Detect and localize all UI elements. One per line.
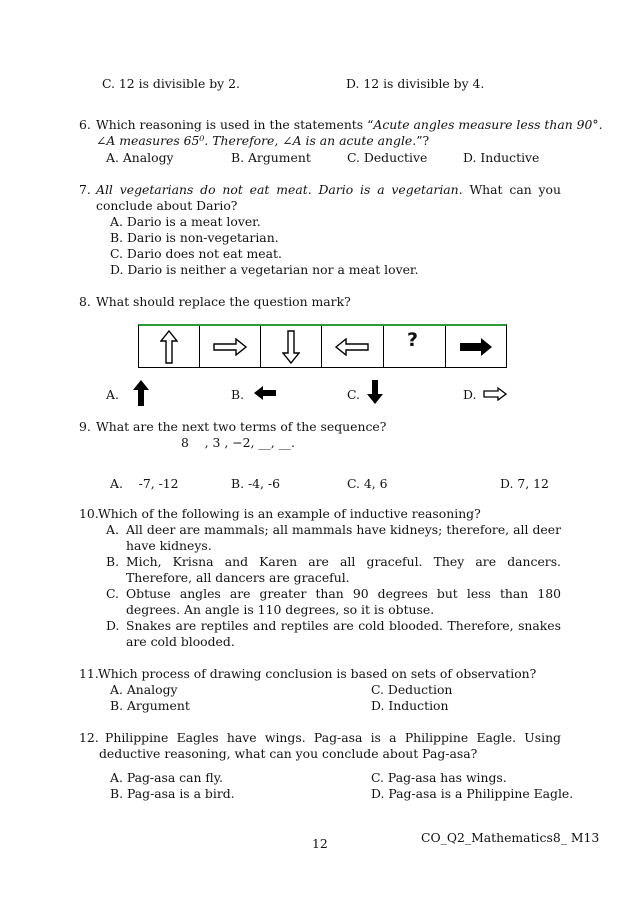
q7-option-b: B. Dario is non-vegetarian. bbox=[110, 230, 279, 245]
q7-stem-premise: All vegetarians do not eat meat. Dario is a vegetarian. bbox=[96, 182, 463, 197]
q9-option-d: D. 7, 12 bbox=[500, 476, 549, 491]
q12-option-c: C. Pag-asa has wings. bbox=[371, 770, 507, 785]
q7-stem bbox=[96, 182, 561, 214]
q6-stem-pre: Which reasoning is used in the statements “ bbox=[96, 117, 374, 132]
q10-option-b: Mich, Krisna and Karen are all graceful. They are dancers. Therefore, all dancers are graceful. bbox=[126, 554, 561, 585]
q11-option-b: B. Argument bbox=[110, 698, 190, 713]
q11-option-c: C. Deduction bbox=[371, 682, 453, 697]
q9-number: 9. bbox=[79, 419, 91, 434]
up-outline-arrow-icon bbox=[160, 330, 178, 364]
q11-option-a: A. Analogy bbox=[110, 682, 178, 697]
down-solid-arrow-icon bbox=[367, 380, 383, 404]
q9-stem: What are the next two terms of the sequence? bbox=[96, 419, 387, 434]
sequence-cell-6 bbox=[445, 326, 507, 368]
q10-option-d: Snakes are reptiles and reptiles are cold blooded. Therefore, snakes are cold blooded. bbox=[126, 618, 561, 649]
sequence-cell-4 bbox=[321, 326, 384, 368]
q7-option-a: A. Dario is a meat lover. bbox=[110, 214, 261, 229]
q8-number: 8. bbox=[79, 294, 91, 309]
q11-option-d: D. Induction bbox=[371, 698, 449, 713]
q12-stem: Philippine Eagles have wings. Pag-asa is a Philippine Eagle. Using deductive reasoning, what can you conclude about Pag-asa? bbox=[99, 730, 561, 761]
q6-option-c: C. Deductive bbox=[347, 150, 428, 165]
q5-option-c: C. 12 is divisible by 2. bbox=[102, 76, 240, 91]
q10-option-a-letter: A. bbox=[106, 522, 119, 537]
q9-sequence: 8 , 3 , −2, __, __. bbox=[181, 435, 295, 450]
q12-number: 12. bbox=[79, 730, 99, 745]
q8-option-a-label: A. bbox=[106, 387, 119, 402]
sequence-cell-2 bbox=[199, 326, 261, 368]
q8-option-c-label: C. bbox=[347, 387, 360, 402]
q11-number: 11. bbox=[79, 666, 99, 681]
right-solid-arrow-icon bbox=[459, 338, 493, 356]
q9-option-b: B. -4, -6 bbox=[231, 476, 280, 491]
q7-option-c: C. Dario does not eat meat. bbox=[110, 246, 282, 261]
q7-option-d: D. Dario is neither a vegetarian nor a meat lover. bbox=[110, 262, 419, 277]
q6-stem-conclusion: ∠A measures 65⁰. Therefore, ∠A is an acute angle. bbox=[96, 133, 417, 148]
q6-option-d: D. Inductive bbox=[463, 150, 540, 165]
left-outline-arrow-icon bbox=[335, 338, 369, 356]
q12-option-b: B. Pag-asa is a bird. bbox=[110, 786, 235, 801]
right-outline-arrow-icon bbox=[483, 387, 507, 401]
q6-stem-post: ”? bbox=[416, 133, 430, 148]
q8-option-b-label: B. bbox=[231, 387, 245, 402]
q7-number: 7. bbox=[79, 182, 91, 197]
right-outline-arrow-icon bbox=[213, 338, 247, 356]
q5-option-d: D. 12 is divisible by 4. bbox=[346, 76, 485, 91]
page-number: 12 bbox=[312, 836, 328, 851]
question-mark: ? bbox=[407, 329, 419, 351]
down-outline-arrow-icon bbox=[282, 330, 300, 364]
q12-option-d: D. Pag-asa is a Philippine Eagle. bbox=[371, 786, 574, 801]
q8-option-d-label: D. bbox=[463, 387, 477, 402]
q10-option-d-letter: D. bbox=[106, 618, 120, 633]
q6-stem-line1 bbox=[96, 117, 603, 132]
module-code: CO_Q2_Mathematics8_ M13 bbox=[421, 830, 600, 845]
q6-stem-premise: Acute angles measure less than 90°. bbox=[373, 117, 603, 132]
q10-stem: Which of the following is an example of inductive reasoning? bbox=[98, 506, 481, 521]
up-solid-arrow-icon bbox=[133, 380, 149, 406]
q10-option-b-letter: B. bbox=[106, 554, 120, 569]
q6-number: 6. bbox=[79, 117, 91, 132]
sequence-cell-5 bbox=[383, 326, 446, 368]
q6-option-b: B. Argument bbox=[231, 150, 311, 165]
q12-option-a: A. Pag-asa can fly. bbox=[110, 770, 223, 785]
q10-option-c: Obtuse angles are greater than 90 degrees but less than 180 degrees. An angle is 110 degrees, so it is obtuse. bbox=[126, 586, 561, 617]
q6-stem-line2 bbox=[96, 133, 429, 148]
q9-option-a: A. -7, -12 bbox=[110, 476, 179, 491]
q10-option-a: All deer are mammals; all mammals have kidneys; therefore, all deer have kidneys. bbox=[126, 522, 561, 553]
q10-number: 10. bbox=[79, 506, 99, 521]
q9-option-c: C. 4, 6 bbox=[347, 476, 388, 491]
q10-option-c-letter: C. bbox=[106, 586, 119, 601]
sequence-cell-1 bbox=[138, 326, 200, 368]
q8-stem: What should replace the question mark? bbox=[96, 294, 351, 309]
q11-stem: Which process of drawing conclusion is based on sets of observation? bbox=[98, 666, 537, 681]
q7-stem-question: What can you conclude about Dario? bbox=[96, 182, 561, 213]
sequence-cell-3 bbox=[260, 326, 322, 368]
left-solid-arrow-icon bbox=[254, 386, 276, 400]
q6-option-a: A. Analogy bbox=[106, 150, 174, 165]
